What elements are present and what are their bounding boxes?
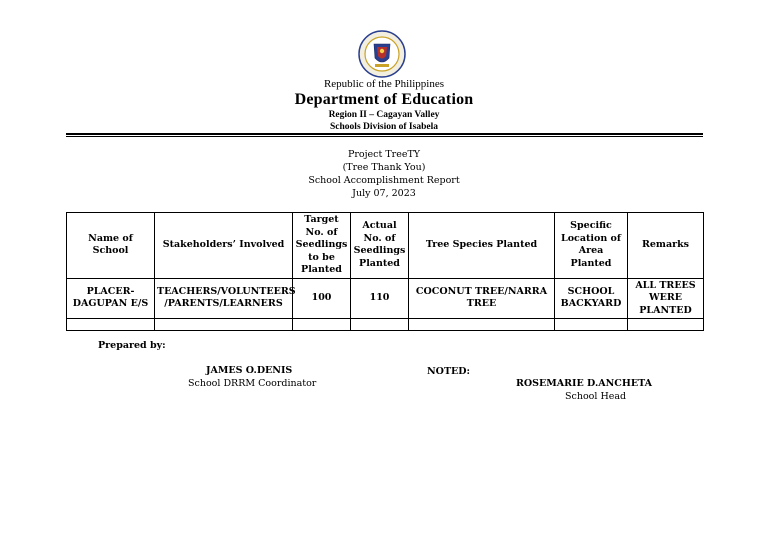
col-header: Tree Species Planted: [409, 213, 555, 279]
table-row: [67, 278, 704, 319]
preparer-title: School DRRM Coordinator: [188, 378, 317, 389]
school-head-title: School Head: [565, 391, 627, 402]
accomplishment-table: [66, 212, 704, 331]
division-line: Schools Division of Isabela: [330, 122, 438, 132]
table-header-row: [67, 213, 704, 279]
col-header: Target No. of Seedlings to be Planted: [293, 213, 351, 279]
deped-seal-logo: [358, 30, 406, 78]
empty-cell: [351, 319, 409, 331]
cell-species: COCONUT TREE/NARRA TREE: [409, 278, 555, 319]
cell-remarks: ALL TREES WERE PLANTED: [628, 278, 704, 319]
cell-school: PLACER-DAGUPAN E/S: [67, 278, 155, 319]
region-line: Region II – Cagayan Valley: [328, 110, 440, 120]
school-head-name: ROSEMARIE D.ANCHETA: [516, 378, 653, 389]
cell-target: 100: [293, 278, 351, 319]
project-name: Project TreeTY: [347, 149, 421, 160]
noted-label: NOTED:: [427, 366, 471, 377]
empty-cell: [293, 319, 351, 331]
empty-cell: [155, 319, 293, 331]
empty-cell: [628, 319, 704, 331]
empty-cell: [67, 319, 155, 331]
report-title: School Accomplishment Report: [308, 175, 460, 186]
col-header: Stakeholders’ Involved: [155, 213, 293, 279]
empty-cell: [555, 319, 628, 331]
cell-location: SCHOOL BACKYARD: [555, 278, 628, 319]
col-header: Actual No. of Seedlings Planted: [351, 213, 409, 279]
col-header: Remarks: [628, 213, 704, 279]
preparer-name: JAMES O.DENIS: [206, 365, 293, 376]
header-rule-thick: [66, 133, 703, 135]
table-row-empty: [67, 319, 704, 331]
empty-cell: [409, 319, 555, 331]
republic-line: Republic of the Philippines: [323, 78, 445, 90]
col-header: Specific Location of Area Planted: [555, 213, 628, 279]
header-rule-thin: [66, 136, 703, 137]
project-subtitle: (Tree Thank You): [342, 162, 426, 173]
report-date: July 07, 2023: [352, 188, 416, 199]
cell-stakeholders: TEACHERS/VOLUNTEERS /PARENTS/LEARNERS: [155, 278, 293, 319]
department-title: Department of Education: [294, 91, 474, 108]
prepared-by-label: Prepared by:: [98, 340, 166, 351]
col-header: Name of School: [67, 213, 155, 279]
cell-actual: 110: [351, 278, 409, 319]
